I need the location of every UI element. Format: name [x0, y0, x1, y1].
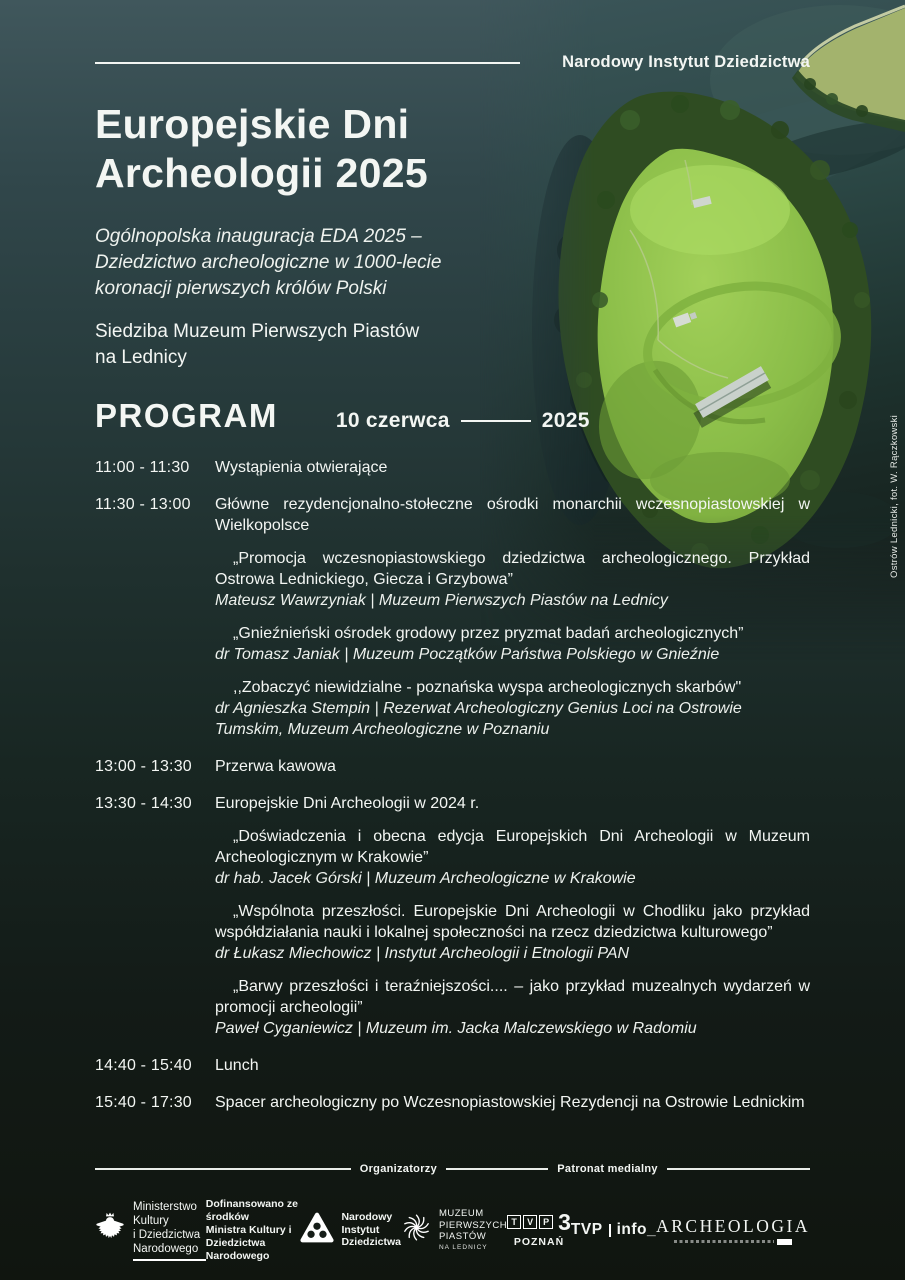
header-rule [95, 62, 520, 64]
program-rule [461, 420, 531, 422]
funding-line-2: Ministra Kultury i Dziedzictwa [205, 1223, 292, 1249]
mpp-line-2: PIERWSZYCH PIASTÓW [438, 1219, 508, 1243]
logo-tvp3-poznan [507, 1209, 571, 1248]
mpp-line-1: MUZEUM [438, 1208, 484, 1220]
tvpinfo-info: info_ [616, 1221, 657, 1238]
institute-name: Narodowy Instytut Dziedzictwa [562, 53, 810, 71]
talk-speaker: dr Agnieszka Stempin | Rezerwat Archeologiczny Genius Loci na Ostrowie Tumskim, Muzeum Archeologiczne w Poznaniu [215, 700, 742, 738]
talk [215, 901, 810, 964]
talk-speaker: Mateusz Wawrzyniak | Muzeum Pierwszych Piastów na Lednicy [215, 592, 668, 609]
talk [215, 548, 810, 611]
entry-title: Główne rezydencjonalno-stołeczne ośrodki monarchii wczesnopiastowskiej w Wielkopolsce [215, 496, 810, 534]
nid-line-2: Instytut [341, 1223, 380, 1236]
patronage-label: Patronat medialny [557, 1163, 658, 1175]
talk [215, 623, 810, 665]
nid-name [341, 1211, 401, 1249]
tvpinfo-bar [609, 1224, 611, 1237]
subtitle [95, 224, 810, 302]
talk-title: ,,Zobaczyć niewidzialne - poznańska wyspa archeologicznych skarbów" [233, 679, 742, 696]
nid-line-3: Dziedzictwa [341, 1236, 401, 1249]
tvp3-mark [507, 1209, 571, 1235]
polish-eagle-icon [95, 1211, 125, 1249]
nid-line-1: Narodowy [341, 1211, 393, 1224]
talk-title: „Doświadczenia i obecna edycja Europejskich Dni Archeologii w Muzeum Archeologicznym w Krakowie” [215, 828, 810, 866]
talk-title: „Barwy przeszłości i teraźniejszości.... – jako przykład muzealnych wydarzeń w promocji archeologii” [215, 978, 810, 1016]
entry-title: Spacer archeologiczny po Wczesnopiastowskiej Rezydencji na Ostrowie Lednickim [215, 1094, 805, 1111]
schedule-entry [95, 494, 810, 740]
talk-speaker: dr Tomasz Janiak | Muzeum Początków Państwa Polskiego w Gnieźnie [215, 646, 720, 663]
footer-divider [95, 1163, 810, 1175]
archeologia-wordmark: ARCHEOLOGIA [656, 1215, 810, 1236]
header [95, 53, 810, 72]
funding-line-3: Narodowego [205, 1249, 270, 1262]
entry-time: 13:30 - 14:30 [95, 795, 192, 812]
footer [95, 1163, 810, 1262]
entry-title: Lunch [215, 1057, 259, 1074]
entry-time: 11:30 - 13:00 [95, 496, 191, 513]
nid-triangle-icon [300, 1212, 334, 1248]
title-line-1: Europejskie Dni [95, 101, 410, 147]
schedule-entry [95, 1092, 810, 1113]
mpp-line-3: NA LEDNICY [438, 1243, 488, 1251]
archeologia-badge [777, 1239, 792, 1245]
tvp3-city: POZNAŃ [513, 1236, 565, 1248]
logo-tvp-info [571, 1221, 656, 1239]
talk-speaker: dr Łukasz Miechowicz | Instytut Archeologii i Etnologii PAN [215, 945, 630, 962]
title-line-2: Archeologii 2025 [95, 150, 428, 196]
mpp-name [439, 1208, 507, 1252]
tvpinfo-tvp: TVP [570, 1221, 603, 1238]
funding-line-1: Dofinansowano ze środków [205, 1197, 298, 1223]
talk-speaker: dr hab. Jacek Górski | Muzeum Archeologiczne w Krakowie [215, 870, 636, 887]
venue [95, 319, 810, 371]
ministry-name [133, 1200, 206, 1261]
talk [215, 677, 810, 740]
organizers-label: Organizatorzy [359, 1163, 437, 1175]
divider-line [667, 1168, 810, 1170]
venue-line-1: Siedziba Muzeum Pierwszych Piastów [95, 321, 420, 342]
archeologia-tagline-text [674, 1240, 774, 1243]
program-label: PROGRAM [95, 397, 278, 434]
subtitle-line: koronacji pierwszych królów Polski [95, 278, 387, 299]
schedule-entry [95, 756, 810, 777]
logo-ministry-culture [95, 1200, 206, 1261]
schedule-entry [95, 793, 810, 1039]
divider-line [446, 1168, 548, 1170]
photo-credit: Ostrów Lednicki, fot. W. Rączkowski [889, 414, 900, 578]
tvp-box-t: T [507, 1215, 521, 1229]
divider-line [95, 1168, 351, 1170]
program-heading [95, 397, 810, 435]
talk-title: „Wspólnota przeszłości. Europejskie Dni Archeologii w Chodliku jako przykład współdziałania nauki i lokalnej społeczności na rzecz dziedzictwa kulturowego” [215, 903, 810, 941]
page-title [95, 100, 810, 198]
talk [215, 976, 810, 1039]
program-date: 10 czerwca [335, 409, 450, 432]
talk-title: „Promocja wczesnopiastowskiego dziedzictwa archeologicznego. Przykład Ostrowa Lednickiego, Giecza i Grzybowa” [215, 550, 810, 588]
archeologia-tagline [674, 1239, 792, 1245]
entry-time: 13:00 - 13:30 [95, 758, 192, 775]
talk [215, 826, 810, 889]
schedule [95, 457, 810, 1113]
schedule-entry [95, 1055, 810, 1076]
talk-speaker: Paweł Cyganiewicz | Muzeum im. Jacka Malczewskiego w Radomiu [215, 1020, 697, 1037]
tvp3-number: 3 [558, 1209, 571, 1235]
logo-nid [300, 1211, 401, 1249]
logo-archeologia [656, 1216, 810, 1245]
subtitle-line: Dziedzictwo archeologiczne w 1000-lecie [95, 252, 442, 273]
ministry-line-2: i Dziedzictwa Narodowego [133, 1228, 201, 1255]
subtitle-line: Ogólnopolska inauguracja EDA 2025 – [95, 226, 422, 247]
entry-time: 15:40 - 17:30 [95, 1094, 192, 1111]
tvp-box-p: P [539, 1215, 553, 1229]
entry-title: Europejskie Dni Archeologii w 2024 r. [215, 795, 480, 812]
program-year: 2025 [541, 409, 590, 432]
entry-time: 11:00 - 11:30 [95, 459, 190, 476]
ministry-line-1: Ministerstwo Kultury [133, 1200, 197, 1227]
logo-mpp [401, 1208, 507, 1252]
venue-line-2: na Lednicy [95, 347, 187, 368]
tvp-box-v: V [523, 1215, 537, 1229]
entry-time: 14:40 - 15:40 [95, 1057, 192, 1074]
entry-title: Wystąpienia otwierające [215, 459, 388, 476]
talk-title: „Gnieźnieński ośrodek grodowy przez pryzmat badań archeologicznych” [233, 625, 744, 642]
ministry-underline [133, 1259, 206, 1261]
schedule-entry [95, 457, 810, 478]
funding-note [206, 1198, 301, 1263]
logo-row [95, 1197, 810, 1262]
entry-title: Przerwa kawowa [215, 758, 336, 775]
mpp-spiral-icon [401, 1212, 432, 1248]
